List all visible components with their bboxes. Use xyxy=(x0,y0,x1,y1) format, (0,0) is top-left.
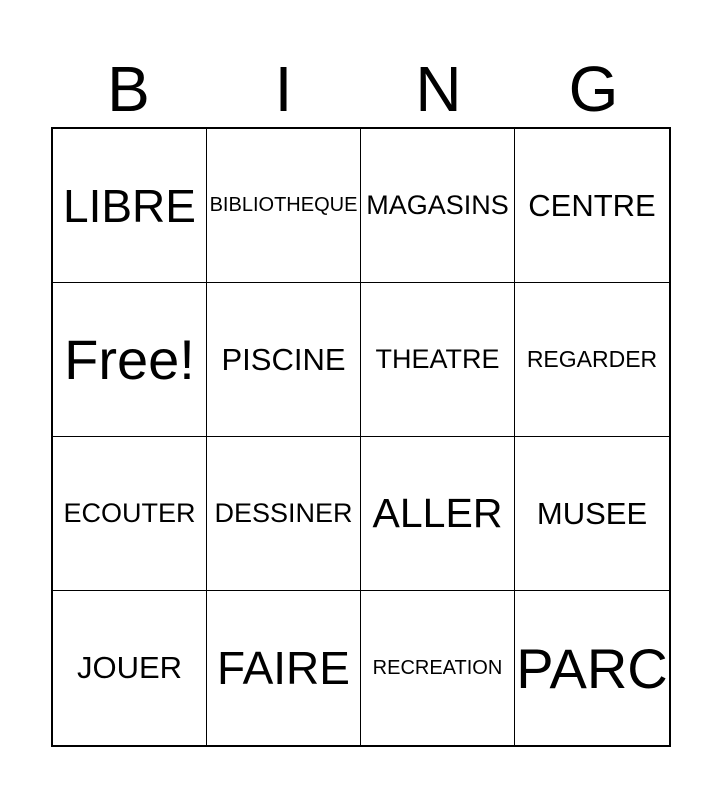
bingo-cell[interactable]: JOUER xyxy=(53,591,207,745)
bingo-cell[interactable]: RECREATION xyxy=(361,591,515,745)
bingo-cell[interactable]: LIBRE xyxy=(53,129,207,283)
bingo-cell[interactable]: MUSEE xyxy=(515,437,669,591)
bingo-grid xyxy=(51,127,671,747)
header-letter-b: B xyxy=(107,53,150,125)
bingo-cell[interactable]: BIBLIOTHEQUE xyxy=(207,129,361,283)
bingo-cell[interactable]: ALLER xyxy=(361,437,515,591)
bingo-cell[interactable]: PISCINE xyxy=(207,283,361,437)
free-cell[interactable]: Free! xyxy=(53,283,207,437)
bingo-cell[interactable]: DESSINER xyxy=(207,437,361,591)
bingo-cell[interactable]: ECOUTER xyxy=(53,437,207,591)
header-letter-g: G xyxy=(568,53,619,125)
header-letter-n: N xyxy=(415,53,462,125)
bingo-header xyxy=(51,50,671,128)
bingo-cell[interactable]: REGARDER xyxy=(515,283,669,437)
bingo-cell[interactable]: PARC xyxy=(516,636,668,700)
bingo-cell[interactable]: FAIRE xyxy=(207,591,361,745)
header-letter-i: I xyxy=(274,53,293,125)
bingo-cell[interactable]: MAGASINS xyxy=(361,129,515,283)
bingo-cell[interactable]: CENTRE xyxy=(515,129,669,283)
bingo-cell[interactable]: THEATRE xyxy=(361,283,515,437)
